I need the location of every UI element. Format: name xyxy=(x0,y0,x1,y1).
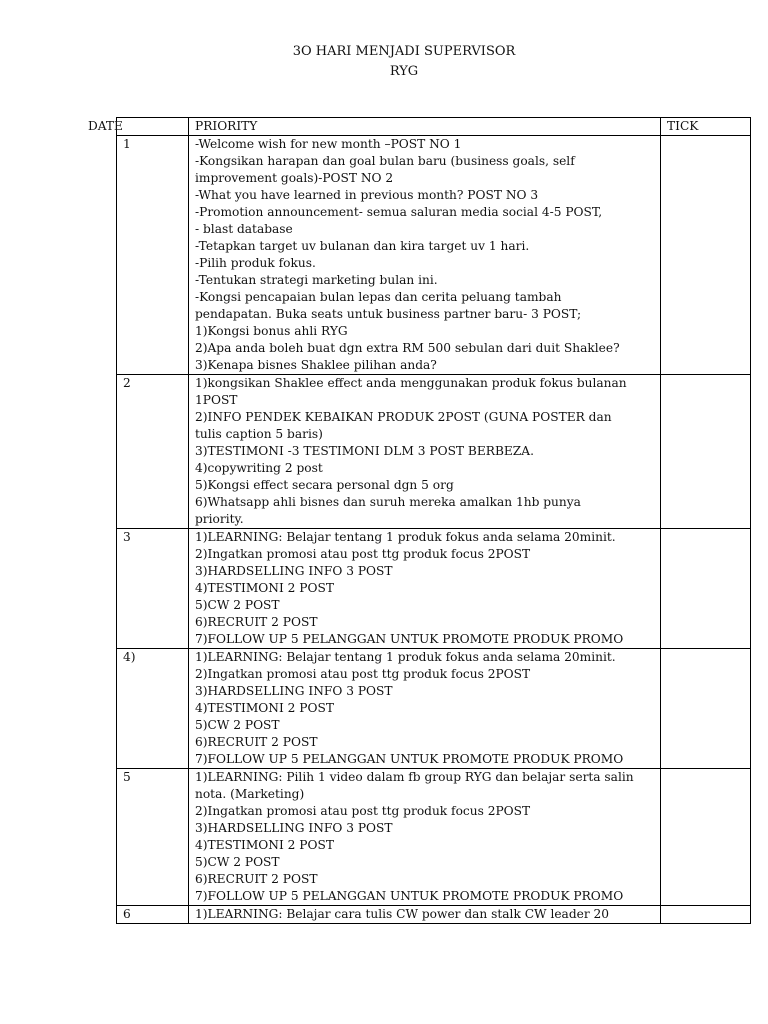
priority-line: 5)CW 2 POST xyxy=(195,718,280,732)
priority-line: 1)Kongsi bonus ahli RYG xyxy=(195,324,348,338)
priority-cell xyxy=(189,769,661,906)
priority-line: 3)HARDSELLING INFO 3 POST xyxy=(195,564,393,578)
priority-line: 1)LEARNING: Pilih 1 video dalam fb group RYG dan belajar serta salin xyxy=(195,770,634,784)
priority-cell xyxy=(189,906,661,924)
header-tick: TICK xyxy=(661,118,751,136)
priority-line: 7)FOLLOW UP 5 PELANGGAN UNTUK PROMOTE PRODUK PROMO xyxy=(195,752,624,766)
priority-line: 1)LEARNING: Belajar cara tulis CW power dan stalk CW leader 20 xyxy=(195,907,610,921)
priority-line: 3)TESTIMONI -3 TESTIMONI DLM 3 POST BERBEZA. xyxy=(195,444,534,458)
document-title: 3O HARI MENJADI SUPERVISOR xyxy=(292,44,516,59)
priority-line: 4)TESTIMONI 2 POST xyxy=(195,581,334,595)
table-row xyxy=(117,375,751,529)
priority-line: -Promotion announcement- semua saluran media social 4-5 POST, xyxy=(195,205,603,219)
priority-line: 4)copywriting 2 post xyxy=(195,461,323,475)
priority-line: 7)FOLLOW UP 5 PELANGGAN UNTUK PROMOTE PRODUK PROMO xyxy=(195,632,624,646)
priority-line: 2)Ingatkan promosi atau post ttg produk focus 2POST xyxy=(195,547,531,561)
priority-line: 2)Ingatkan promosi atau post ttg produk focus 2POST xyxy=(195,667,531,681)
priority-line: 6)Whatsapp ahli bisnes dan suruh mereka amalkan 1hb punya xyxy=(195,495,581,509)
priority-line: 3)Kenapa bisnes Shaklee pilihan anda? xyxy=(195,358,437,372)
priority-line: 6)RECRUIT 2 POST xyxy=(195,615,318,629)
tick-cell[interactable] xyxy=(661,649,751,769)
priority-line: priority. xyxy=(195,512,244,526)
priority-line: nota. (Marketing) xyxy=(195,787,305,801)
priority-line: 1)LEARNING: Belajar tentang 1 produk fokus anda selama 20minit. xyxy=(195,650,616,664)
priority-line: 1)LEARNING: Belajar tentang 1 produk fokus anda selama 20minit. xyxy=(195,530,616,544)
header-priority: PRIORITY xyxy=(189,118,661,136)
priority-line: -Pilih produk fokus. xyxy=(195,256,316,270)
priority-line: 5)Kongsi effect secara personal dgn 5 org xyxy=(195,478,454,492)
priority-line: -Tentukan strategi marketing bulan ini. xyxy=(195,273,438,287)
priority-line: 5)CW 2 POST xyxy=(195,855,280,869)
priority-line: 6)RECRUIT 2 POST xyxy=(195,872,318,886)
header-date-label: DATE xyxy=(88,119,123,133)
priority-cell xyxy=(189,649,661,769)
priority-line: 7)FOLLOW UP 5 PELANGGAN UNTUK PROMOTE PRODUK PROMO xyxy=(195,889,624,903)
priority-line: improvement goals)-POST NO 2 xyxy=(195,171,394,185)
table-header-row xyxy=(117,118,751,136)
priority-line: 5)CW 2 POST xyxy=(195,598,280,612)
tick-cell[interactable] xyxy=(661,375,751,529)
priority-line: 4)TESTIMONI 2 POST xyxy=(195,838,334,852)
priority-line: - blast database xyxy=(195,222,293,236)
priority-line: 2)Ingatkan promosi atau post ttg produk focus 2POST xyxy=(195,804,531,818)
table-row xyxy=(117,136,751,375)
tick-cell[interactable] xyxy=(661,906,751,924)
priority-line: 1POST xyxy=(195,393,238,407)
priority-line: -Welcome wish for new month –POST NO 1 xyxy=(195,137,462,151)
priority-line: 3)HARDSELLING INFO 3 POST xyxy=(195,821,393,835)
day-number: 1 xyxy=(117,136,189,375)
priority-cell xyxy=(189,375,661,529)
priority-line: 1)kongsikan Shaklee effect anda menggunakan produk fokus bulanan xyxy=(195,376,627,390)
priority-line: 6)RECRUIT 2 POST xyxy=(195,735,318,749)
day-number: 2 xyxy=(117,375,189,529)
priority-cell xyxy=(189,529,661,649)
table-row xyxy=(117,906,751,924)
day-number: 5 xyxy=(117,769,189,906)
priority-line: pendapatan. Buka seats untuk business partner baru- 3 POST; xyxy=(195,307,582,321)
priority-line: 2)INFO PENDEK KEBAIKAN PRODUK 2POST (GUNA POSTER dan xyxy=(195,410,612,424)
priority-line: -Tetapkan target uv bulanan dan kira target uv 1 hari. xyxy=(195,239,530,253)
header-date xyxy=(88,118,189,136)
table-body xyxy=(117,136,751,924)
table-row xyxy=(117,649,751,769)
table-row xyxy=(117,769,751,906)
priority-line: 3)HARDSELLING INFO 3 POST xyxy=(195,684,393,698)
tick-cell[interactable] xyxy=(661,529,751,649)
day-number: 6 xyxy=(117,906,189,924)
priority-line: tulis caption 5 baris) xyxy=(195,427,323,441)
priority-line: -What you have learned in previous month? POST NO 3 xyxy=(195,188,539,202)
priority-line: 4)TESTIMONI 2 POST xyxy=(195,701,334,715)
priority-line: 2)Apa anda boleh buat dgn extra RM 500 sebulan dari duit Shaklee? xyxy=(195,341,620,355)
priority-cell xyxy=(189,136,661,375)
priority-table xyxy=(88,117,751,924)
tick-cell[interactable] xyxy=(661,136,751,375)
day-number: 3 xyxy=(117,529,189,649)
priority-line: -Kongsikan harapan dan goal bulan baru (business goals, self xyxy=(195,154,575,168)
document-subtitle: RYG xyxy=(389,64,419,79)
day-number: 4) xyxy=(117,649,189,769)
priority-line: -Kongsi pencapaian bulan lepas dan cerita peluang tambah xyxy=(195,290,562,304)
tick-cell[interactable] xyxy=(661,769,751,906)
table-row xyxy=(117,529,751,649)
